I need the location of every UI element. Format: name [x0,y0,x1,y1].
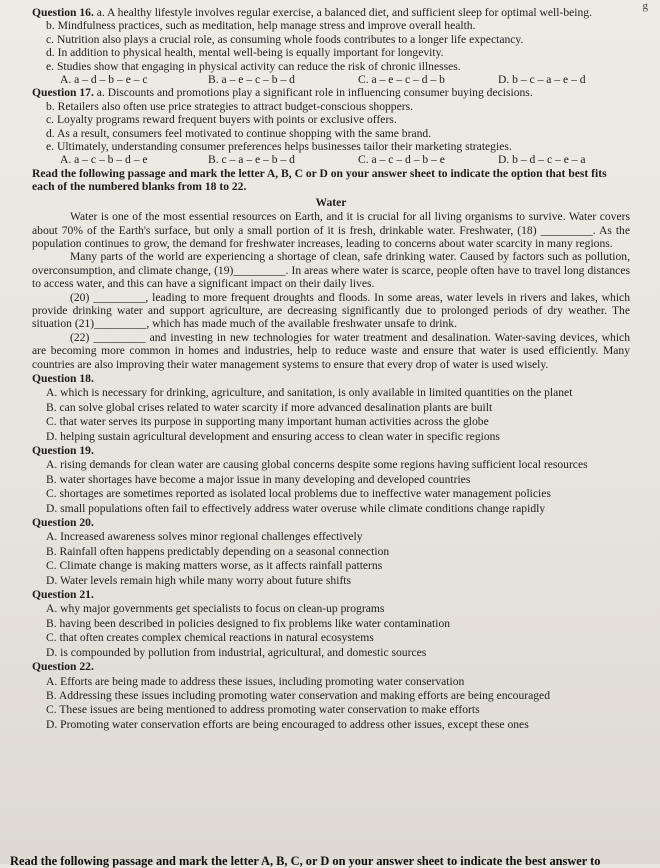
passage-paragraph-2: Many parts of the world are experiencing a shortage of clean, safe drinking water. Caused by factors such as pollution, overconsumption, and climate change, (19)_________. In areas where water is scarce, people often have to travel long distances to access water, and this can have a significant impact on their daily lives. [32,250,630,291]
question-18-heading: Question 18. [32,371,94,385]
q19-option-c[interactable]: C. shortages are sometimes reported as isolated local problems due to ineffective water management policies [46,487,551,501]
question-16-heading: Question 16. [32,6,94,19]
passage-instruction: Read the following passage and mark the letter A, B, C or D on your answer sheet to indicate the option that best fits each of the numbered blanks from 18 to 22. [32,166,607,194]
question-21-heading: Question 21. [32,588,94,602]
corner-mark: g [642,0,648,12]
q17-sentence-b: b. Retailers also often use price strategies to attract budget-conscious shoppers. [46,99,414,113]
q20-option-a[interactable]: A. Increased awareness solves minor regional challenges effectively [46,530,363,544]
passage-paragraph-1: Water is one of the most essential resources on Earth, and it is crucial for all living organisms to survive. Water covers about 70% of the Earth's surface, but only a small portion of it is fresh, drinkable water. Freshwater, (18) _________. As the population continues to grow, the demand for freshwater increases, leading to concerns about water scarcity in many regions. [32,210,630,250]
q18-option-c[interactable]: C. that water serves its purpose in supporting many important human activities across the globe [46,415,489,429]
q17-sentence-d: d. As a result, consumers feel motivated to continue shopping with the same brand. [46,126,432,140]
q21-option-c[interactable]: C. that often creates complex chemical reactions in natural ecosystems [46,631,374,645]
question-17 [32,86,630,166]
q16-sentence-b: b. Mindfulness practices, such as meditation, help manage stress and improve overall health. [46,19,476,33]
q19-option-d[interactable]: D. small populations often fail to effectively address water overuse while climate conditions change rapidly [46,501,546,515]
q21-option-d[interactable]: D. is compounded by pollution from industrial, agricultural, and domestic sources [46,645,427,659]
q17-sentence-a: a. Discounts and promotions play a significant role in influencing consumer buying decisions. [96,86,533,100]
q18-option-b[interactable]: B. can solve global crises related to water scarcity if more advanced desalination plants are built [46,400,493,414]
q17-option-a[interactable]: A. a – c – b – d – e [60,153,148,167]
passage-paragraph-4: (22) _________ and investing in new technologies for water treatment and desalination. Water-saving devices, which are becoming more common in homes and industries, help to reduce waste and ensure that water is used efficiently. Many countries are also improving their water management systems to ensure that every drop of water is used wisely. [32,330,630,371]
question-16 [32,6,630,86]
q22-option-d[interactable]: D. Promoting water conservation efforts are being encouraged to address other issues, except these ones [46,717,529,731]
q21-option-a[interactable]: A. why major governments get specialists to focus on clean-up programs [46,602,385,616]
q17-option-b[interactable]: B. c – a – e – b – d [208,153,295,167]
q16-option-b[interactable]: B. a – e – c – b – d [208,73,295,87]
q17-option-c[interactable]: C. a – c – d – b – e [358,153,445,167]
q19-option-b[interactable]: B. water shortages have become a major issue in many developing and developed countries [46,472,471,486]
next-instruction-cut-off: Read the following passage and mark the letter A, B, C, or D on your answer sheet to indicate the best answer to [10,853,601,868]
q16-sentence-a: a. A healthy lifestyle involves regular exercise, a balanced diet, and sufficient sleep for optimal well-being. [96,6,592,19]
question-18 [32,372,630,443]
q16-sentence-c: c. Nutrition also plays a crucial role, as consuming whole foods contributes to a longer life expectancy. [46,32,524,46]
q17-options [32,153,630,166]
q18-option-a[interactable]: A. which is necessary for drinking, agriculture, and sanitation, is only available in limited quantities on the planet [46,386,573,400]
q20-option-c[interactable]: C. Climate change is making matters worse, as it affects rainfall patterns [46,559,383,573]
passage-title: Water [315,195,347,209]
question-17-heading: Question 17. [32,86,94,100]
q17-sentence-c: c. Loyalty programs reward frequent buyers with points or exclusive offers. [46,113,397,127]
q20-option-b[interactable]: B. Rainfall often happens predictably depending on a seasonal connection [46,544,390,558]
q21-option-b[interactable]: B. having been described in policies designed to fix problems like water contamination [46,616,451,630]
q19-option-a[interactable]: A. rising demands for clean water are causing global concerns despite some regions having sufficient local resources [46,458,588,472]
q16-sentence-d: d. In addition to physical health, mental well-being is equally important for longevity. [46,46,444,60]
question-22-heading: Question 22. [32,660,94,674]
q22-option-b[interactable]: B. Addressing these issues including promoting water conservation and making efforts are being encouraged [46,688,550,702]
q17-option-d[interactable]: D. b – d – c – e – a [498,153,586,167]
question-19 [32,444,630,515]
question-19-heading: Question 19. [32,444,94,457]
question-21 [32,588,630,659]
q16-options [32,73,630,86]
q16-option-a[interactable]: A. a – d – b – e – c [60,73,148,87]
q18-option-d[interactable]: D. helping sustain agricultural development and ensuring access to clean water in specific regions [46,429,500,443]
question-22 [32,660,630,731]
q17-sentence-e: e. Ultimately, understanding consumer preferences helps businesses tailor their marketing strategies. [46,140,512,154]
q22-option-a[interactable]: A. Efforts are being made to address these issues, including promoting water conservation [46,674,465,688]
q20-option-d[interactable]: D. Water levels remain high while many worry about future shifts [46,573,352,587]
question-20-heading: Question 20. [32,516,94,530]
q16-sentence-e: e. Studies show that engaging in physical activity can reduce the risk of chronic illnesses. [46,59,461,73]
passage-paragraph-3: (20) _________, leading to more frequent droughts and floods. In some areas, water levels in rivers and lakes, which provide drinking water and support agriculture, are decreasing significantly due to prolonged periods of dry weather. The situation (21)_________, which has made much of the available freshwater unsafe to drink. [32,290,630,331]
question-20 [32,516,630,587]
q16-option-c[interactable]: C. a – e – c – d – b [358,73,445,87]
q22-option-c[interactable]: C. These issues are being mentioned to address promoting water conservation to make efforts [46,703,480,717]
q16-option-d[interactable]: D. b – c – a – e – d [498,73,586,87]
